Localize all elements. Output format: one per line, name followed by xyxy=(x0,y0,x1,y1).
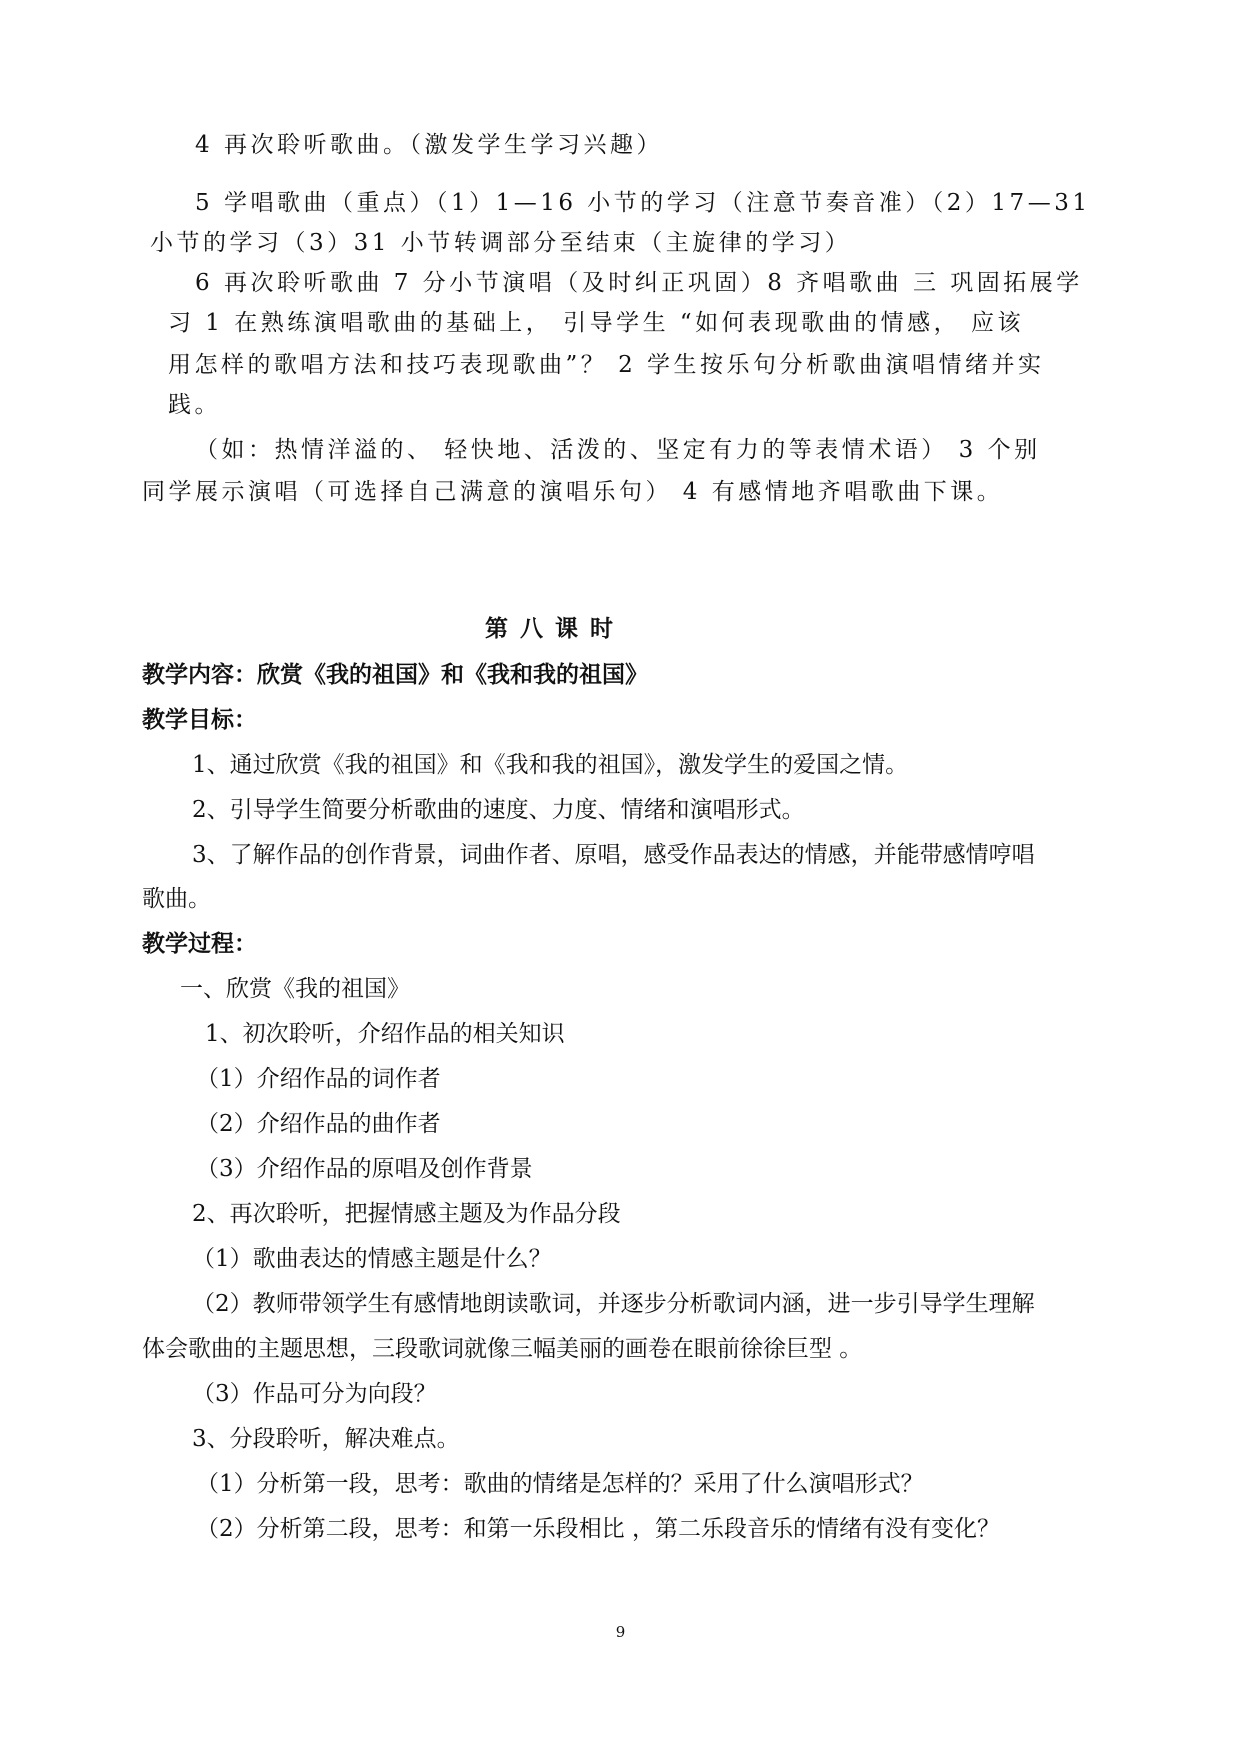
process-item: （2）介绍作品的曲作者 xyxy=(196,1111,441,1137)
process-item: （1）歌曲表达的情感主题是什么？ xyxy=(192,1246,552,1272)
process-item: （2）分析第二段，思考：和第一乐段相比 ，第二乐段音乐的情绪有没有变化？ xyxy=(196,1516,1000,1542)
text-line: 同学展示演唱（可选择自己满意的演唱乐句） 4 有感情地齐唱歌曲下课。 xyxy=(142,479,1004,505)
page-number: 9 xyxy=(615,1623,626,1641)
process-item: （3）作品可分为向段？ xyxy=(192,1381,437,1407)
goal-item: 2、引导学生简要分析歌曲的速度、力度、情绪和演唱形式。 xyxy=(192,797,805,823)
process-item: （1）分析第一段，思考：歌曲的情绪是怎样的？采用了什么演唱形式？ xyxy=(196,1471,924,1497)
text-line: 用怎样的歌唱方法和技巧表现歌曲”？ 2 学生按乐句分析歌曲演唱情绪并实 xyxy=(168,352,1045,378)
text-line: 小节的学习（3）31 小节转调部分至结束（主旋律的学习） xyxy=(150,230,852,256)
process-item: （2）教师带领学生有感情地朗读歌词，并逐步分析歌词内涵，进一步引导学生理解 xyxy=(192,1291,1035,1317)
process-item: （3）介绍作品的原唱及创作背景 xyxy=(196,1156,533,1182)
text-line: （如：热情洋溢的、 轻快地、活泼的、坚定有力的等表情术语） 3 个别 xyxy=(195,437,1041,463)
process-item: 一、欣赏《我的祖国》 xyxy=(180,976,410,1002)
process-item: 2、再次聆听，把握情感主题及为作品分段 xyxy=(192,1201,621,1227)
goals-title: 教学目标： xyxy=(142,706,257,733)
goal-item-continued: 歌曲。 xyxy=(142,886,211,912)
goal-item: 3、了解作品的创作背景，词曲作者、原唱，感受作品表达的情感，并能带感情哼唱 xyxy=(192,842,1035,868)
process-item-continued: 体会歌曲的主题思想，三段歌词就像三幅美丽的画卷在眼前徐徐巨型 。 xyxy=(142,1336,863,1362)
text-line: 4 再次聆听歌曲。（激发学生学习兴趣） xyxy=(195,132,663,158)
process-item: 3、分段聆听，解决难点。 xyxy=(192,1426,460,1452)
process-item: （1）介绍作品的词作者 xyxy=(196,1066,441,1092)
text-line: 习 1 在熟练演唱歌曲的基础上， 引导学生 “如何表现歌曲的情感， 应该 xyxy=(168,310,1024,336)
section-heading: 第 八 课 时 xyxy=(484,615,616,642)
text-line: 践。 xyxy=(168,392,221,418)
process-title: 教学过程： xyxy=(142,930,257,957)
goal-item: 1、通过欣赏《我的祖国》和《我和我的祖国》，激发学生的爱国之情。 xyxy=(192,752,909,778)
text-line: 6 再次聆听歌曲 7 分小节演唱（及时纠正巩固）8 齐唱歌曲 三 巩固拓展学 xyxy=(195,270,1083,296)
process-item: 1、初次聆听，介绍作品的相关知识 xyxy=(205,1021,565,1047)
teaching-content: 教学内容：欣赏《我的祖国》和《我和我的祖国》 xyxy=(142,661,648,688)
text-line: 5 学唱歌曲（重点）（1）1—16 小节的学习（注意节奏音准）（2）17—31 xyxy=(195,190,1091,216)
